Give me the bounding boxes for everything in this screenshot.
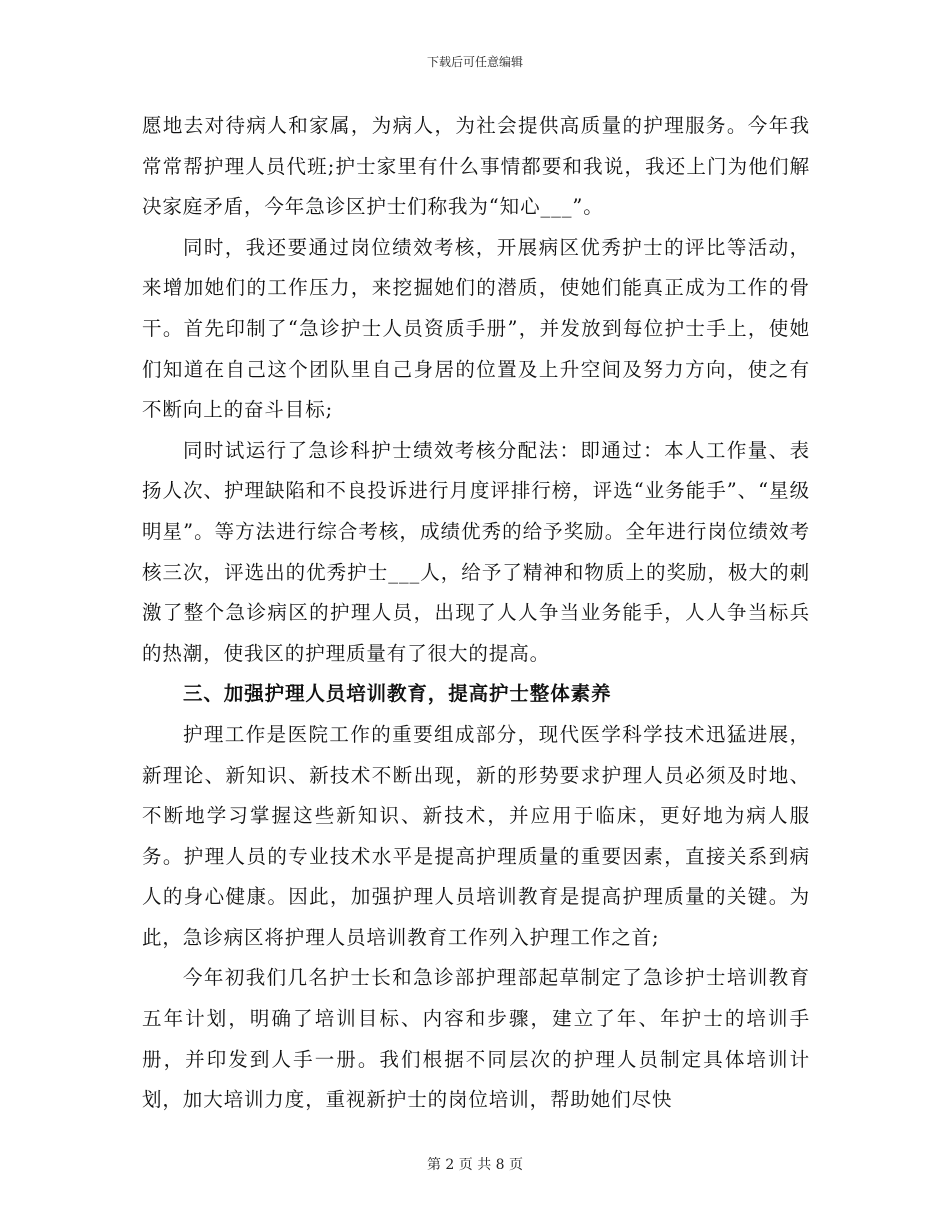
paragraph-training-plan: 今年初我们几名护士长和急诊部护理部起草制定了急诊护士培训教育五年计划，明确了培训目标、内容和步骤，建立了年、年护士的培训手册，并印发到人手一册。我们根据不同层次的护理人员制定具体培训计划，加大培训力度，重视新护士的岗位培训，帮助她们尽快 xyxy=(142,966,810,1112)
page-footer: 第 2 页 共 8 页 xyxy=(426,1157,524,1173)
paragraph-training-importance: 护理工作是医院工作的重要组成部分，现代医学科学技术迅猛进展，新理论、新知识、新技术不断出现，新的形势要求护理人员必须及时地、不断地学习掌握这些新知识、新技术，并应用于临床，更好地为病人服务。护理人员的专业技术水平是提高护理质量的重要因素，直接关系到病人的身心健康。因此，加强护理人员培训教育是提高护理质量的关键。为此，急诊病区将护理人员培训教育工作列入护理工作之首; xyxy=(142,722,810,949)
paragraph-continuation: 愿地去对待病人和家属，为病人，为社会提供高质量的护理服务。今年我常常帮护理人员代班;护士家里有什么事情都要和我说，我还上门为他们解决家庭矛盾，今年急诊区护士们称我为“知心___”。 xyxy=(142,114,810,219)
section-heading: 三、加强护理人员培训教育，提高护士整体素养 xyxy=(183,682,612,706)
document-body xyxy=(142,106,810,1121)
paragraph-performance-trial: 同时试运行了急诊科护士绩效考核分配法：即通过：本人工作量、表扬人次、护理缺陷和不良投诉进行月度评排行榜，评选“业务能手”、“星级明星”。等方法进行综合考核，成绩优秀的给予奖励。全年进行岗位绩效考核三次，评选出的优秀护士___人，给予了精神和物质上的奖励，极大的刺激了整个急诊病区的护理人员，出现了人人争当业务能手，人人争当标兵的热潮，使我区的护理质量有了很大的提高。 xyxy=(142,438,810,665)
paragraph-performance-review: 同时，我还要通过岗位绩效考核，开展病区优秀护士的评比等活动，来增加她们的工作压力，来挖掘她们的潜质，使她们能真正成为工作的骨干。首先印制了“急诊护士人员资质手册”，并发放到每位护士手上，使她们知道在自己这个团队里自己身居的位置及上升空间及努力方向，使之有不断向上的奋斗目标; xyxy=(142,235,810,422)
page-header: 下载后可任意编辑 xyxy=(426,55,523,69)
